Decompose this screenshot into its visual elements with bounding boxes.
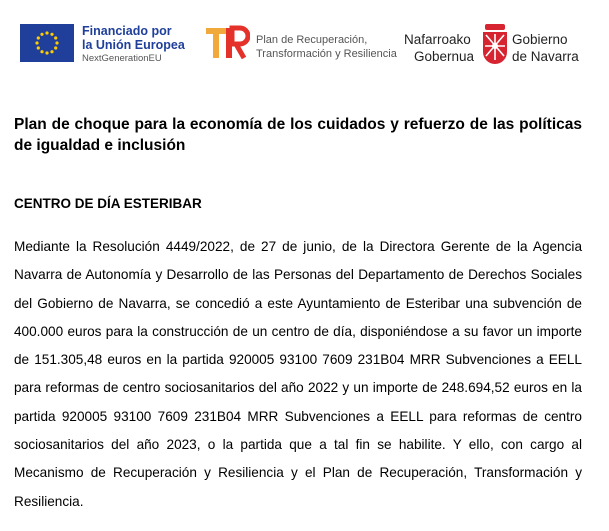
eu-logo-line3: NextGenerationEU xyxy=(82,53,162,64)
eu-logo-line1: Financiado por xyxy=(82,24,172,38)
header-logos xyxy=(0,0,609,90)
navarra-basque-line2: Gobernua xyxy=(414,49,475,64)
eu-flag-icon xyxy=(20,24,74,62)
navarra-shield-icon xyxy=(482,24,508,66)
navarra-basque-line1: Nafarroako xyxy=(404,32,471,47)
recovery-plan-line2: Transformación y Resiliencia xyxy=(256,48,397,60)
eu-funding-logo xyxy=(20,24,185,64)
navarra-spanish-line2: de Navarra xyxy=(512,49,579,64)
eu-logo-line2: la Unión Europea xyxy=(82,38,185,52)
navarra-spanish-line1: Gobierno xyxy=(512,32,568,47)
document-title: Plan de choque para la economía de los cuidados y refuerzo de las políticas de igualdad e inclusión xyxy=(14,116,582,154)
navarra-government-logo xyxy=(404,24,594,68)
recovery-plan-mark-icon xyxy=(204,24,250,62)
body-paragraph: Mediante la Resolución 4449/2022, de 27 de junio, de la Directora Gerente de la Agencia Navarra de Autonomía y Desarrollo de las Personas del Departamento de Derechos Sociales del Gobierno de Navarra, se concedió a este Ayuntamiento de Esteribar una subvención de 400.000 euros para la construcción de un centro de día, disponiéndose a su favor un importe de 151.305,48 euros en la partida 920005 93100 7609 231B04 MRR Subvenciones a EELL para reformas de centro sociosanitarios del año 2022 y un importe de 248.694,52 euros en la partida 920005 93100 7609 231B04 MRR Subvenciones a EELL para reformas de centro sociosanitarios del año 2023, o la partida que a tal fin se habilite. Y ello, con cargo al Mecanismo de Recuperación y Resiliencia y el Plan de Recuperación, Transformación y Resiliencia. xyxy=(14,239,582,509)
recovery-plan-logo xyxy=(204,22,397,64)
section-heading: CENTRO DE DÍA ESTERIBAR xyxy=(14,196,202,211)
recovery-plan-line1: Plan de Recuperación, xyxy=(256,34,368,46)
